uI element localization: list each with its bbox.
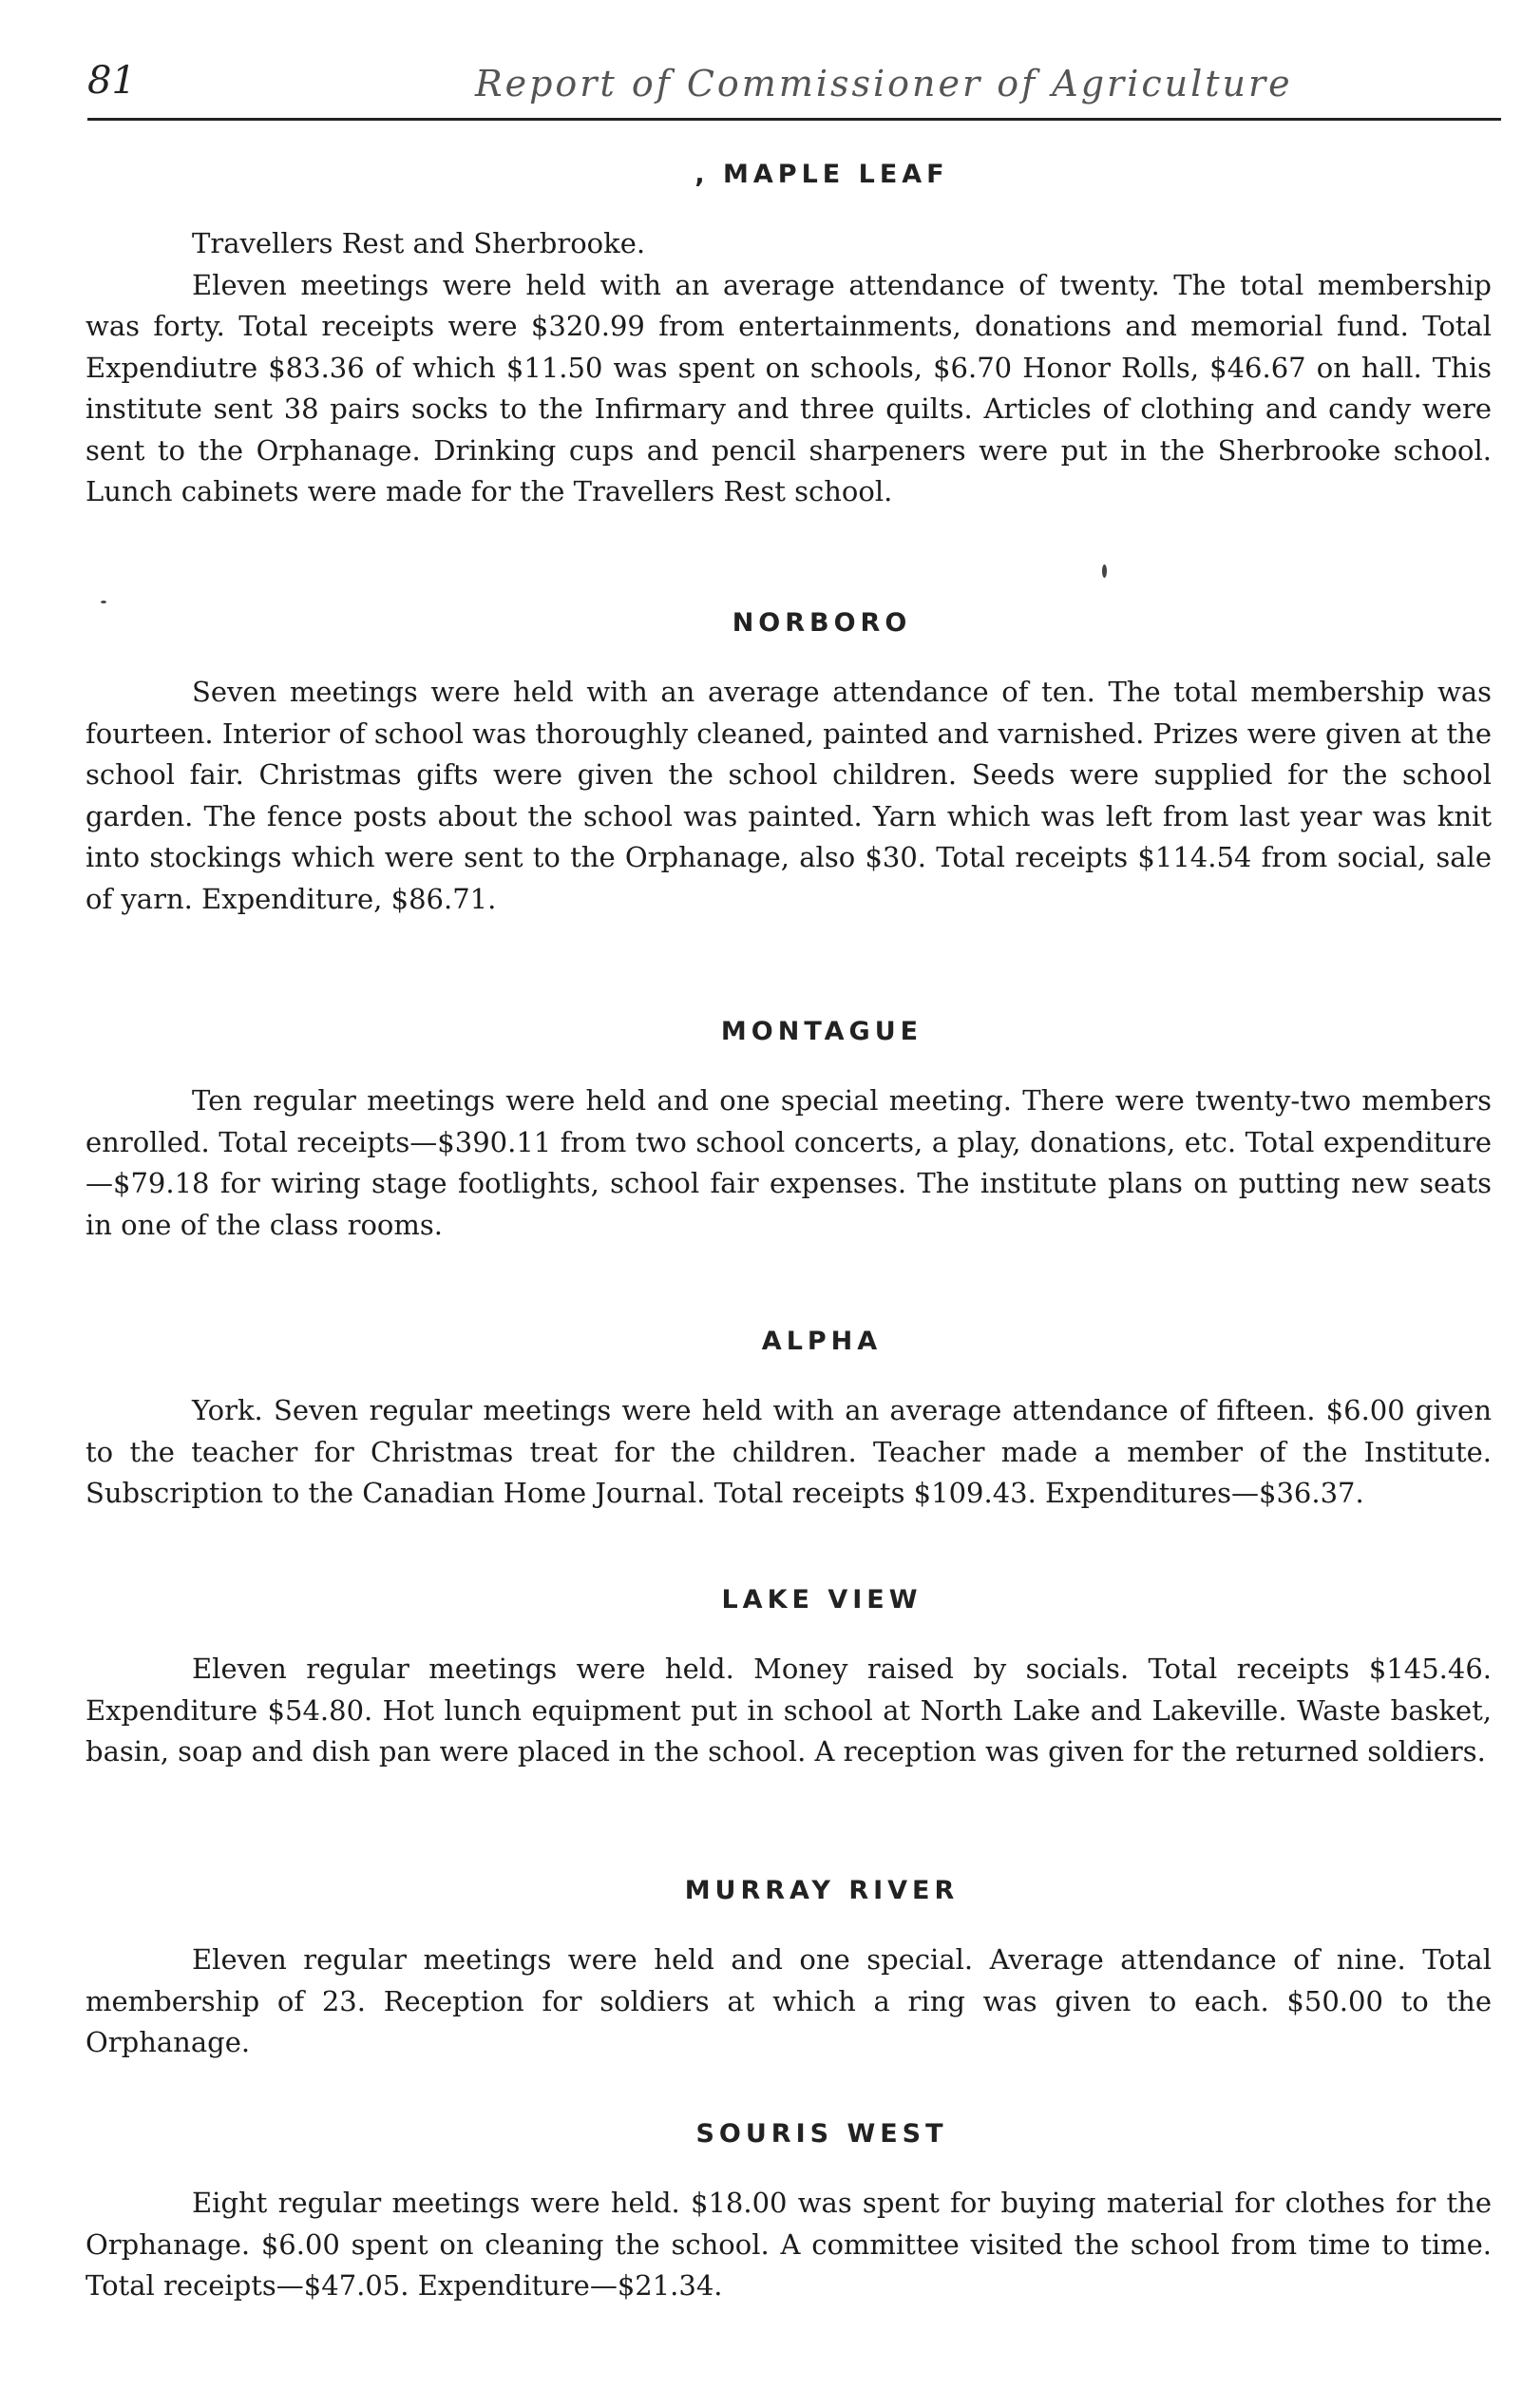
section-heading: , MAPLE LEAF (694, 160, 949, 189)
section-heading: NORBORO (732, 608, 912, 638)
section-body: Eleven regular meetings were held and one special. Average attendance of nine. Total membership of 23. Reception for soldiers at which a ring was given to each. $50.00 to the Orphanage. (86, 1943, 1492, 2058)
section-murray-river (86, 1876, 1492, 2064)
section-heading: MONTAGUE (720, 1017, 923, 1046)
page-header (87, 59, 1493, 116)
section-body: York. Seven regular meetings were held with an average attendance of fifteen. $6.00 given to the teacher for Christmas treat for the children. Teacher made a member of the Institute. Subscription to the Canadian Home Journal. Total receipts $109.43. Expenditures—$36.37. (86, 1394, 1492, 1509)
running-title: Report of Commissioner of Agriculture (475, 63, 1293, 105)
section-lead: Travellers Rest and Sherbrooke. (192, 227, 646, 259)
page-number: 81 (87, 59, 136, 103)
section-heading: MURRAY RIVER (684, 1876, 960, 1905)
section-body: Eleven regular meetings were held. Money raised by socials. Total receipts $145.46. Expenditure $54.80. Hot lunch equipment put in school at North Lake and Lakeville. Waste basket, basin, soap and dish pan were placed in the school. A reception was given for the returned soldiers. (86, 1653, 1492, 1768)
section-heading: LAKE VIEW (721, 1585, 923, 1615)
header-rule (87, 118, 1501, 121)
section-souris-west (86, 2119, 1492, 2307)
section-norboro (86, 608, 1492, 920)
print-speck (101, 601, 106, 603)
section-heading: SOURIS WEST (695, 2119, 948, 2149)
section-body: Seven meetings were held with an average attendance of ten. The total membership was fourteen. Interior of school was thoroughly cleaned, painted and varnished. Prizes were given at the school fair. Christmas gifts were given the school children. Seeds were supplied for the school garden. The fence posts about the school was painted. Yarn which was left from last year was knit into stockings which were sent to the Orphanage, also $30. Total receipts $114.54 from social, sale of yarn. Expenditure, $86.71. (86, 676, 1492, 915)
section-heading: ALPHA (761, 1327, 883, 1356)
section-body: Eleven meetings were held with an average attendance of twenty. The total membership was forty. Total receipts were $320.99 from entertainments, donations and memorial fund. Total Expendiutre $83.36 of which $11.50 was spent on schools, $6.70 Honor Rolls, $46.67 on hall. This institute sent 38 pairs socks to the Infirmary and three quilts. Articles of clothing and candy were sent to the Orphanage. Drinking cups and pencil sharpeners were put in the Sherbrooke school. Lunch cabinets were made for the Travellers Rest school. (86, 268, 1492, 507)
section-body: Eight regular meetings were held. $18.00 was spent for buying material for clothes for the Orphanage. $6.00 spent on cleaning the school. A committee visited the school from time to time. Total receipts—$47.05. Expenditure—$21.34. (86, 2187, 1492, 2302)
section-alpha (86, 1327, 1492, 1515)
section-montague (86, 1017, 1492, 1246)
print-speck (1102, 564, 1107, 578)
section-body: Ten regular meetings were held and one special meeting. There were twenty-two members enrolled. Total receipts—$390.11 from two school concerts, a play, donations, etc. Total expenditure—$79.18 for wiring stage footlights, school fair expenses. The institute plans on putting new seats in one of the class rooms. (86, 1084, 1492, 1241)
section-maple-leaf (86, 160, 1492, 513)
section-lake-view (86, 1585, 1492, 1773)
